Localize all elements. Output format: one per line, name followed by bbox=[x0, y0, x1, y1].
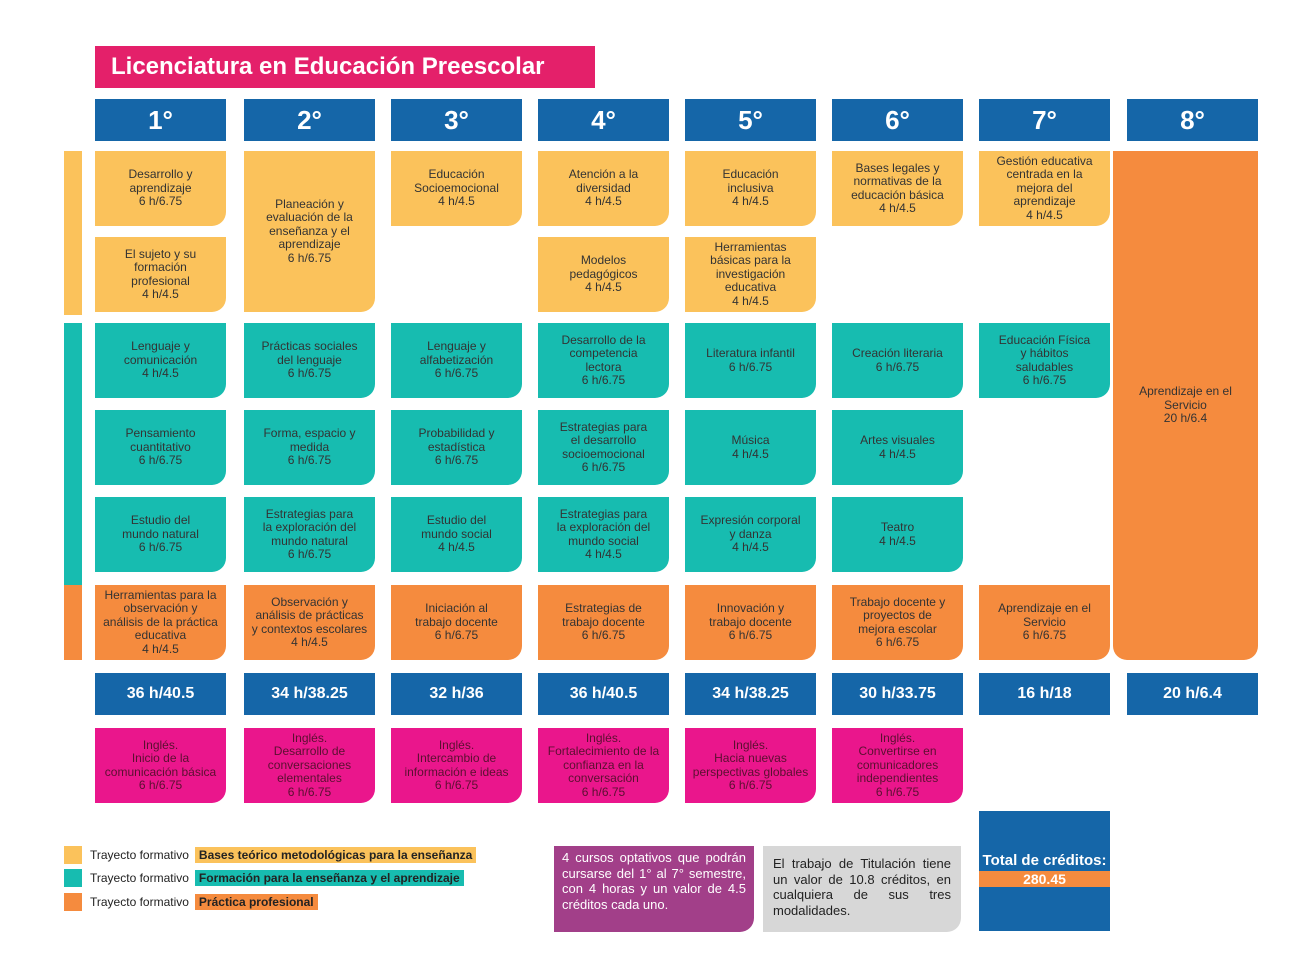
course-cell: Literatura infantil 6 h/6.75 bbox=[685, 323, 816, 398]
course-cell: Estrategias para la exploración del mundo natural 6 h/6.75 bbox=[244, 497, 375, 572]
semester-total-1: 36 h/40.5 bbox=[95, 673, 226, 715]
semester-header-5: 5° bbox=[685, 99, 816, 141]
english-course-cell: Inglés. Intercambio de información e ideas 6 h/6.75 bbox=[391, 728, 522, 803]
english-course-cell: Inglés. Convertirse en comunicadores independientes 6 h/6.75 bbox=[832, 728, 963, 803]
course-cell: Artes visuales 4 h/4.5 bbox=[832, 410, 963, 485]
course-cell: Modelos pedagógicos 4 h/4.5 bbox=[538, 237, 669, 312]
legend-swatch-teal bbox=[64, 869, 82, 887]
course-cell: Bases legales y normativas de la educación básica 4 h/4.5 bbox=[832, 151, 963, 226]
total-credits-value: 280.45 bbox=[979, 871, 1110, 887]
semester-header-3: 3° bbox=[391, 99, 522, 141]
legend-item-teal bbox=[64, 869, 464, 887]
course-cell: Estrategias para el desarrollo socioemocional 6 h/6.75 bbox=[538, 410, 669, 485]
english-course-cell: Inglés. Inicio de la comunicación básica 6 h/6.75 bbox=[95, 728, 226, 803]
total-credits-label: Total de créditos: bbox=[982, 852, 1107, 869]
total-credits-box bbox=[979, 811, 1110, 931]
course-cell: Prácticas sociales del lenguaje 6 h/6.75 bbox=[244, 323, 375, 398]
course-cell: El sujeto y su formación profesional 4 h/4.5 bbox=[95, 237, 226, 312]
semester-total-6: 30 h/33.75 bbox=[832, 673, 963, 715]
legend-label-teal: Formación para la enseñanza y el aprendizaje bbox=[195, 870, 464, 886]
semester-header-8: 8° bbox=[1127, 99, 1258, 141]
trayecto-bar-yellow bbox=[64, 151, 82, 315]
course-cell: Educación Socioemocional 4 h/4.5 bbox=[391, 151, 522, 226]
course-cell: Innovación y trabajo docente 6 h/6.75 bbox=[685, 585, 816, 660]
course-cell: Expresión corporal y danza 4 h/4.5 bbox=[685, 497, 816, 572]
course-cell: Educación Física y hábitos saludables 6 h/6.75 bbox=[979, 323, 1110, 398]
course-cell: Gestión educativa centrada en la mejora del aprendizaje 4 h/4.5 bbox=[979, 151, 1110, 226]
course-cell: Música 4 h/4.5 bbox=[685, 410, 816, 485]
semester-total-2: 34 h/38.25 bbox=[244, 673, 375, 715]
course-cell: Forma, espacio y medida 6 h/6.75 bbox=[244, 410, 375, 485]
course-cell: Trabajo docente y proyectos de mejora escolar 6 h/6.75 bbox=[832, 585, 963, 660]
legend-item-yellow bbox=[64, 846, 476, 864]
course-cell: Estudio del mundo social 4 h/4.5 bbox=[391, 497, 522, 572]
course-cell: Estudio del mundo natural 6 h/6.75 bbox=[95, 497, 226, 572]
semester-header-2: 2° bbox=[244, 99, 375, 141]
course-cell: Probabilidad y estadística 6 h/6.75 bbox=[391, 410, 522, 485]
legend-swatch-yellow bbox=[64, 846, 82, 864]
legend-swatch-orange bbox=[64, 893, 82, 911]
semester-header-7: 7° bbox=[979, 99, 1110, 141]
course-cell: Desarrollo y aprendizaje 6 h/6.75 bbox=[95, 151, 226, 226]
trayecto-bar-orange bbox=[64, 585, 82, 660]
page-title: Licenciatura en Educación Preescolar bbox=[95, 46, 595, 88]
english-course-cell: Inglés. Desarrollo de conversaciones elementales 6 h/6.75 bbox=[244, 728, 375, 803]
course-cell: Lenguaje y alfabetización 6 h/6.75 bbox=[391, 323, 522, 398]
semester-total-7: 16 h/18 bbox=[979, 673, 1110, 715]
legend-label-yellow: Bases teórico metodológicas para la enseñanza bbox=[195, 847, 476, 863]
course-cell: Herramientas para la observación y análisis de la práctica educativa 4 h/4.5 bbox=[95, 585, 226, 660]
course-cell: Pensamiento cuantitativo 6 h/6.75 bbox=[95, 410, 226, 485]
semester-total-8: 20 h/6.4 bbox=[1127, 673, 1258, 715]
course-cell: Lenguaje y comunicación 4 h/4.5 bbox=[95, 323, 226, 398]
course-cell: Desarrollo de la competencia lectora 6 h/6.75 bbox=[538, 323, 669, 398]
course-cell: Estrategias de trabajo docente 6 h/6.75 bbox=[538, 585, 669, 660]
english-course-cell: Inglés. Hacia nuevas perspectivas globales 6 h/6.75 bbox=[685, 728, 816, 803]
semester-header-1: 1° bbox=[95, 99, 226, 141]
legend-prefix: Trayecto formativo bbox=[90, 848, 189, 862]
course-cell-aprendizaje-servicio: Aprendizaje en el Servicio 20 h/6.4 bbox=[1113, 151, 1258, 660]
course-cell: Herramientas básicas para la investigación educativa 4 h/4.5 bbox=[685, 237, 816, 312]
semester-total-5: 34 h/38.25 bbox=[685, 673, 816, 715]
legend-prefix: Trayecto formativo bbox=[90, 871, 189, 885]
semester-header-6: 6° bbox=[832, 99, 963, 141]
semester-header-4: 4° bbox=[538, 99, 669, 141]
legend-label-orange: Práctica profesional bbox=[195, 894, 318, 910]
course-cell: Observación y análisis de prácticas y contextos escolares 4 h/4.5 bbox=[244, 585, 375, 660]
course-cell: Planeación y evaluación de la enseñanza y el aprendizaje 6 h/6.75 bbox=[244, 151, 375, 312]
course-cell: Atención a la diversidad 4 h/4.5 bbox=[538, 151, 669, 226]
semester-total-3: 32 h/36 bbox=[391, 673, 522, 715]
legend-item-orange bbox=[64, 893, 318, 911]
course-cell: Iniciación al trabajo docente 6 h/6.75 bbox=[391, 585, 522, 660]
course-cell: Teatro 4 h/4.5 bbox=[832, 497, 963, 572]
note-optativos: 4 cursos optativos que podrán cursarse del 1° al 7° semestre, con 4 horas y un valor de 4.5 créditos cada uno. bbox=[554, 846, 754, 932]
english-course-cell: Inglés. Fortalecimiento de la confianza en la conversación 6 h/6.75 bbox=[538, 728, 669, 803]
note-titulacion: El trabajo de Titulación tiene un valor de 10.8 créditos, en cualquiera de sus tres modalidades. bbox=[763, 846, 961, 932]
course-cell: Creación literaria 6 h/6.75 bbox=[832, 323, 963, 398]
legend-prefix: Trayecto formativo bbox=[90, 895, 189, 909]
course-cell: Aprendizaje en el Servicio 6 h/6.75 bbox=[979, 585, 1110, 660]
course-cell: Estrategias para la exploración del mundo social 4 h/4.5 bbox=[538, 497, 669, 572]
semester-total-4: 36 h/40.5 bbox=[538, 673, 669, 715]
course-cell: Educación inclusiva 4 h/4.5 bbox=[685, 151, 816, 226]
